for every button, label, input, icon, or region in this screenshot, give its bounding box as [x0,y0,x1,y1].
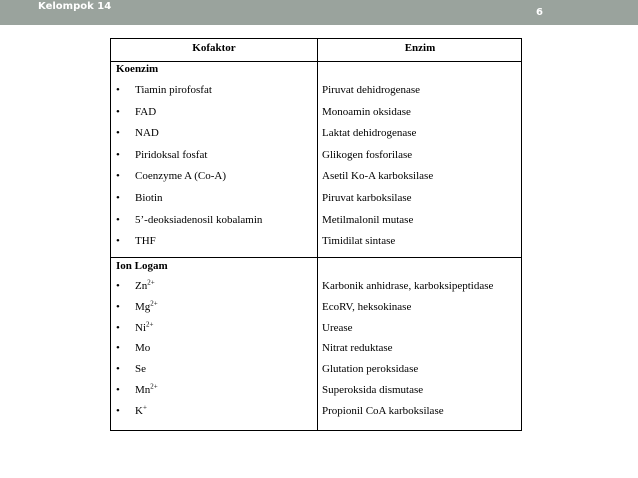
cofactor-table [110,38,522,431]
kofaktor-name: K+ [135,403,147,417]
kofaktor-name: $Mn^{2+}$ [135,382,158,396]
header-divider [111,61,521,62]
bullet-icon: • [116,127,120,140]
enzim-cell: Monoamin oksidase [322,105,411,118]
enzim-cell: Timidilat sintase [322,235,396,248]
kofaktor-name: NAD [135,127,159,140]
bullet-icon: • [116,280,120,292]
section-label-ion-logam: Ion Logam [116,260,168,272]
column-divider [317,39,318,430]
title-bar [0,0,638,25]
slide-number: 6 [536,7,543,18]
kofaktor-name: $Ni^{2+}$ [135,319,154,334]
section-divider [111,257,521,258]
charge-superscript: + [142,403,147,412]
enzim-cell: Propionil CoA karboksilase [322,404,444,417]
bullet-icon: • [116,384,120,396]
enzim-cell: Nitrat reduktase [322,342,393,355]
charge-superscript: 2+ [147,278,155,287]
enzim-cell: Superoksida dismutase [322,384,424,396]
column-header-kofaktor: Kofaktor [192,42,236,54]
enzim-cell: Metilmalonil mutase [322,213,414,226]
kofaktor-name: $Zn^{2+}$ [135,278,155,292]
bullet-icon: • [116,170,120,183]
kofaktor-name: Biotin [135,192,163,204]
charge-superscript: 2+ [150,299,158,308]
bullet-icon: • [116,148,120,161]
bullet-icon: • [116,192,120,204]
kofaktor-name: Mo [135,342,151,355]
charge-superscript: 2+ [150,382,158,391]
enzim-cell: Glikogen fosforilase [322,148,413,161]
bullet-icon: • [116,342,120,355]
kofaktor-name: Se [135,363,146,376]
charge-superscript: 2+ [146,319,154,328]
enzim-cell: Asetil Ko-A karboksilase [322,170,434,183]
kofaktor-name: Tiamin pirofosfat [135,84,212,96]
kofaktor-name: Coenzyme A (Co-A) [135,170,227,183]
enzim-cell: Piruvat karboksilase [322,192,412,204]
kofaktor-name: 5’-deoksiadenosil kobalamin [135,213,263,226]
group-label: Kelompok 14 [38,1,112,12]
enzim-cell: Karbonik anhidrase, karboksipeptidase [322,280,494,292]
enzim-cell: Laktat dehidrogenase [322,127,417,140]
bullet-icon: • [116,321,120,334]
kofaktor-name: Piridoksal fosfat [135,148,208,161]
bullet-icon: • [116,235,120,248]
bullet-icon: • [116,300,120,313]
kofaktor-name: FAD [135,105,157,118]
bullet-icon: • [116,84,120,96]
section-label-koenzim: Koenzim [116,63,159,75]
enzim-cell: EcoRV, heksokinase [322,300,412,313]
bullet-icon: • [116,213,120,226]
column-header-enzim: Enzim [404,42,436,54]
kofaktor-name: THF [135,235,156,248]
enzim-cell: Glutation peroksidase [322,363,419,376]
bullet-icon: • [116,363,120,376]
bullet-icon: • [116,105,120,118]
enzim-cell: Piruvat dehidrogenase [322,84,421,96]
enzim-cell: Urease [322,321,353,334]
bullet-icon: • [116,404,120,417]
kofaktor-name: $Mg^{2+}$ [135,299,158,313]
